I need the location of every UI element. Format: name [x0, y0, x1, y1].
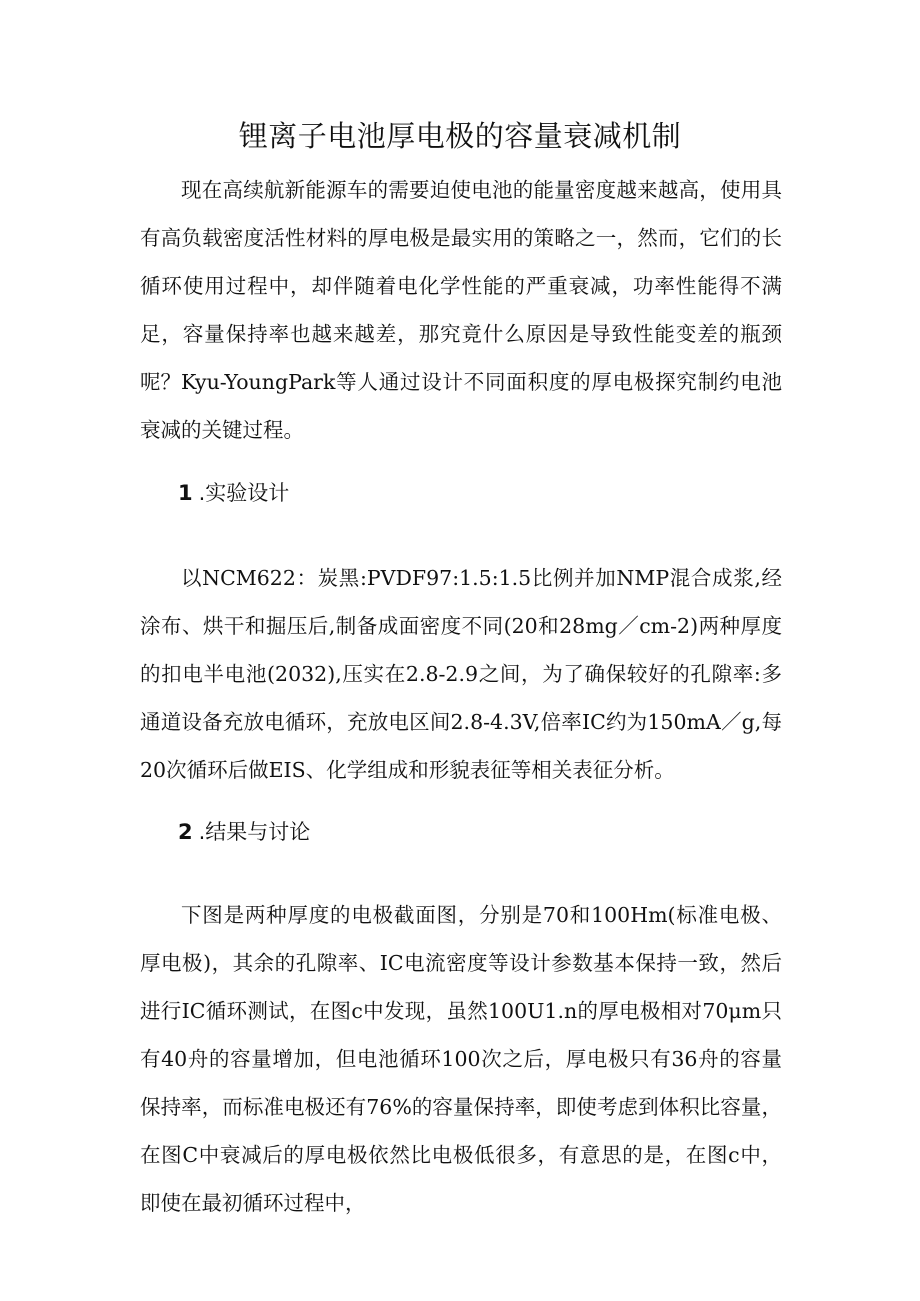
section-heading-experiment: [178, 478, 289, 508]
document-title: 锂离子电池厚电极的容量衰减机制: [238, 119, 682, 153]
paragraph-results: 下图是两种厚度的电极截面图，分别是70和100Hm(标准电极、厚电极)，其余的孔隙率、IC电流密度等设计参数基本保持一致，然后进行IC循环测试，在图c中发现，虽然100U1.n的厚电极相对70μm只有40舟的容量增加，但电池循环100次之后，厚电极只有36舟的容量保持率，而标准电极还有76%的容量保持率，即使考虑到体积比容量，在图C中衰减后的厚电极依然比电极低很多，有意思的是，在图c中，即使在最初循环过程中，: [140, 903, 782, 1215]
section-heading-results: [178, 817, 310, 847]
paragraph-research: Kyu-YoungPark等人通过设计不同面积度的厚电极探究制约电池衰减的关键过程。: [140, 370, 782, 442]
section-number: 1: [178, 481, 193, 505]
paragraph-experiment: 以NCM622：炭黑:PVDF97:1.5:1.5比例并加NMP混合成浆,经涂布、烘干和掘压后,制备成面密度不同(20和28mg／cm-2)两种厚度的扣电半电池(2032),压实在2.8-2.9之间，为了确保较好的孔隙率:多通道设备充放电循环，充放电区间2.8-4.3V,倍率IC约为150mA／g,每20次循环后做EIS、化学组成和形貌表征等相关表征分析。: [140, 566, 782, 782]
section-heading-text: .结果与讨论: [198, 820, 311, 844]
section-heading-text: .实验设计: [198, 481, 290, 505]
paragraph-intro: 现在高续航新能源车的需要迫使电池的能量密度越来越高，使用具有高负载密度活性材料的厚电极是最实用的策略之一，然而，它们的长循环使用过程中，却伴随着电化学性能的严重衰减，功率性能得不满足，容量保持率也越来越差，那究竟什么原因是导致性能变差的瓶颈呢？: [140, 178, 782, 394]
section-number: 2: [178, 820, 193, 844]
